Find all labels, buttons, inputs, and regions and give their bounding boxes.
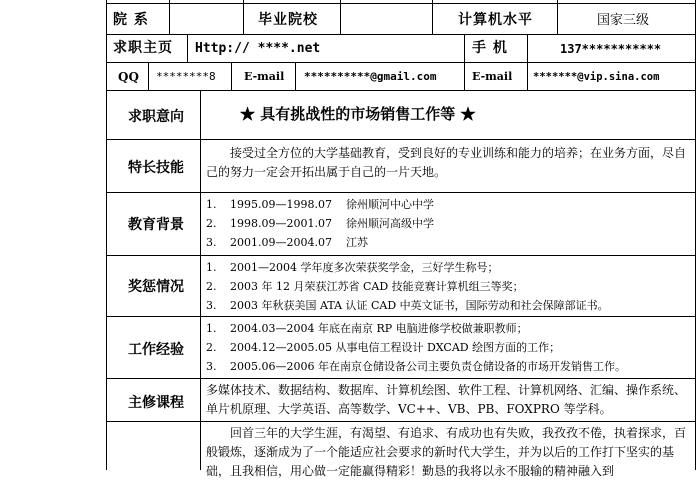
- homepage-label: 求职主页: [113, 40, 173, 56]
- homepage-link[interactable]: Http:// ****.net: [195, 41, 321, 56]
- experience-label: 工作经验: [128, 342, 184, 358]
- education-school: 徐州顺河中心中学: [346, 198, 434, 211]
- courses-label: 主修课程: [128, 395, 184, 411]
- awards-list: [206, 258, 692, 315]
- list-item: 1. 2001—2004 学年度多次荣获奖学金，三好学生称号；: [206, 261, 499, 274]
- list-item: 3. 2005.06—2006 年在南京仓储设备公司主要负责仓储设备的市场开发销售工作。: [206, 360, 626, 373]
- self-evaluation-text: 回首三年的大学生涯，有渴望、有追求、有成功也有失败，我孜孜不倦，执着探求，百般锻炼，逐渐成为了一个能适应社会要求的新时代大学生，并为以后的工作打下坚实的基础，且我相信，用心做一定能赢得精彩！勤恳的我将以永不服输的精神融入到: [206, 426, 687, 478]
- email1-value[interactable]: **********@gmail.com: [304, 70, 437, 83]
- list-item: 1. 2004.03—2004 年底在南京 RP 电脑进修学校做兼职教师；: [206, 322, 528, 335]
- experience-list: [206, 319, 692, 376]
- education-period: 1998.09—2001.07: [230, 217, 332, 230]
- skills-text: 接受过全方位的大学基础教育，受到良好的专业训练和能力的培养；在业务方面，尽自己的努力一定会开拓出属于自己的一片天地。: [206, 146, 687, 179]
- education-period: 1995.09—1998.07: [230, 198, 332, 211]
- list-item: 3. 2001.09—2004.07 江苏: [206, 233, 692, 252]
- skills-label: 特长技能: [128, 160, 184, 176]
- computer-level-label: 计算机水平: [458, 12, 533, 28]
- list-item: 1. 1995.09—1998.07 徐州顺河中心中学: [206, 195, 692, 214]
- objective-label: 求职意向: [128, 109, 184, 125]
- list-item: 2. 2004.12—2005.05 从事电信工程设计 DXCAD 绘图方面的工作；: [206, 341, 561, 354]
- list-item: 2. 2003 年 12 月荣获江苏省 CAD 技能竞赛计算机组三等奖；: [206, 280, 524, 293]
- list-item: 2. 1998.09—2001.07 徐州顺河高级中学: [206, 214, 692, 233]
- education-school: 徐州顺河高级中学: [346, 217, 434, 230]
- computer-level-value: 国家三级: [597, 13, 650, 28]
- email2-value[interactable]: *******@vip.sina.com: [533, 71, 660, 83]
- qq-value: ********8: [156, 70, 216, 83]
- mobile-label: 手 机: [472, 40, 508, 56]
- email2-label: E-mail: [472, 70, 513, 83]
- awards-label: 奖惩情况: [128, 279, 184, 295]
- education-label: 教育背景: [128, 217, 184, 233]
- list-item: 3. 2003 年秋获美国 ATA 认证 CAD 中英文证书，国际劳动和社会保障部证书。: [206, 299, 609, 312]
- department-label: 院 系: [113, 12, 149, 28]
- education-period: 2001.09—2004.07: [230, 236, 332, 249]
- courses-text: 多媒体技术、数据结构、数据库、计算机绘图、软件工程、计算机网络、汇编、操作系统、单片机原理、大学英语、高等数学、VC++、VB、PB、FOXPRO 等学科。: [206, 383, 687, 416]
- mobile-value: 137***********: [560, 42, 662, 56]
- education-school: 江苏: [346, 236, 368, 249]
- school-label: 毕业院校: [258, 12, 318, 28]
- qq-label: QQ: [118, 70, 139, 84]
- email1-label: E-mail: [244, 70, 285, 83]
- education-list: [206, 195, 692, 252]
- objective-value: ★ 具有挑战性的市场销售工作等 ★: [240, 105, 476, 123]
